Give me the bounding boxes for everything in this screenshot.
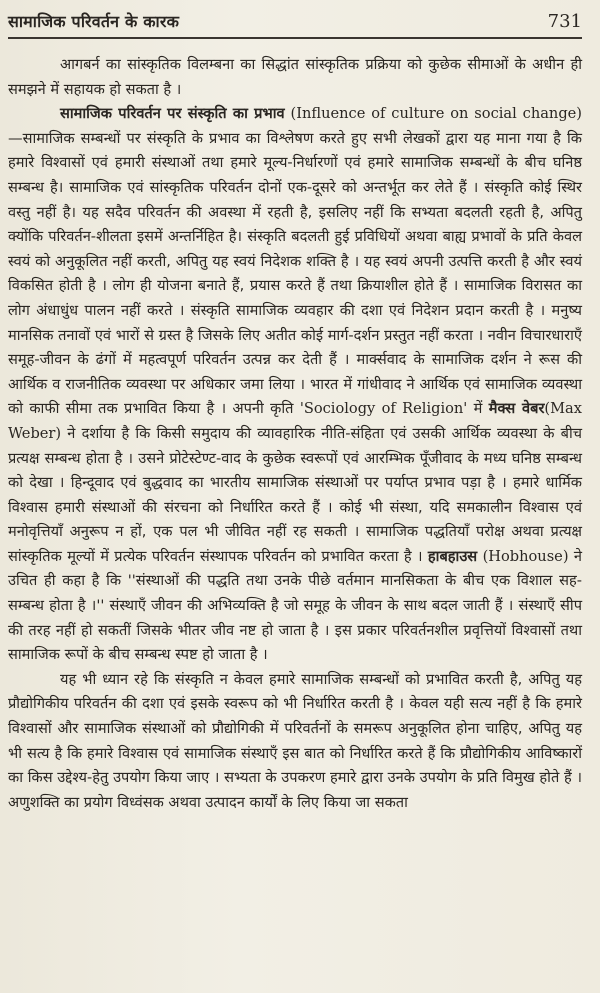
author-name-hindi: मैक्स वेबर bbox=[488, 400, 545, 418]
paragraph-2 bbox=[8, 102, 582, 668]
paragraph-2-text-1: —सामाजिक सम्बन्धों पर संस्कृति के प्रभाव का विश्लेषण करते हुए सभी लेखकों द्वारा यह माना गया है कि हमारे विश्वासों एवं हमारी संस्थाओं तथा हमारे मूल्य-निर्धारणों एवं हमारे सामाजिक सम्बन्धों के बीच घनिष्ठ सम्बन्ध है। सामाजिक एवं सांस्कृतिक परिवर्तन दोनों एक-दूसरे को अन्तर्भूत कर लेते हैं । संस्कृति कोई स्थिर वस्तु नहीं है। यह सदैव परिवर्तन की अवस्था में रहती है, इसलिए नहीं कि सभ्यता बदलती रहती है, अपितु क्योंकि परिवर्तन-शीलता इसमें अन्तर्निहित है। संस्कृति बदलती हुई प्रविधियों अथवा बाह्य प्रभावों के प्रति केवल स्वयं को अनुकूलित नहीं करती, अपितु यह स्वयं निदेशक शक्ति है । यह स्वयं अपनी उत्पत्ति करती है और स्वयं विकसित होती है । लोग ही योजना बनाते हैं, प्रयास करते हैं तथा क्रियाशील होते हैं । सामाजिक विरासत का लोग अंधाधुंध पालन नहीं करते । संस्कृति सामाजिक व्यवहार की दशा एवं निदेशन प्रदान करती है । मनुष्य मानसिक तनावों एवं भारों से ग्रस्त है जिसके लिए अतीत कोई मार्ग-दर्शन प्रस्तुत नहीं करता । नवीन विचारधाराएँ समूह-जीवन के ढंगों में महत्वपूर्ण परिवर्तन उत्पन्न कर देती हैं । मार्क्सवाद के सामाजिक दर्शन ने रूस की आर्थिक व राजनीतिक व्यवस्था पर अधिकार जमा लिया । भारत में गांधीवाद ने आर्थिक एवं सामाजिक व्यवस्था को काफी सीमा तक प्रभावित किया है । अपनी कृति bbox=[8, 129, 582, 418]
section-heading-english: (Influence of culture on social change) bbox=[290, 105, 582, 123]
paragraph-1: आगबर्न का सांस्कृतिक विलम्बना का सिद्धांत सांस्कृतिक प्रक्रिया को कुछेक सीमाओं के अधीन ही समझने में सहायक हो सकता है । bbox=[8, 56, 582, 98]
book-title: 'Sociology of Religion' bbox=[299, 400, 468, 418]
paragraph-2-text-2: में bbox=[467, 400, 489, 418]
page-number: 731 bbox=[547, 11, 582, 32]
page-body bbox=[8, 53, 582, 815]
hobhouse-hindi: हाबहाउस bbox=[427, 547, 478, 565]
section-heading: सामाजिक परिवर्तन पर संस्कृति का प्रभाव bbox=[60, 105, 285, 123]
paragraph-2-text-4: ने उचित ही कहा है कि ''संस्थाओं की पद्धति तथा उनके पीछे वर्तमान मानसिकता के बीच एक विशाल सह-सम्बन्ध होता है ।'' संस्थाएँ जीवन की अभिव्यक्ति है जो समूह के जीवन के साथ बदल जाती हैं । संस्थाएँ सीप की तरह नहीं हो सकतीं जिसके भीतर जीव नष्ट हो जाता है । इस प्रकार परिवर्तनशील प्रवृत्तियों विश्वासों तथा सामाजिक रूपों के बीच सम्बन्ध स्पष्ट हो जाता है । bbox=[8, 547, 582, 664]
hobhouse-english: (Hobhouse) bbox=[482, 547, 569, 565]
running-header bbox=[8, 10, 582, 39]
paragraph-2-text-3: ने दर्शाया है कि किसी समुदाय की व्यावहारिक नीति-संहिता एवं उसकी आर्थिक व्यवस्था के बीच प्रत्यक्ष सम्बन्ध होता है । उसने प्रोटेस्टेण्ट-वाद के कुछेक स्वरूपों एवं आरम्भिक पूँजीवाद के मध्य घनिष्ठ सम्बन्ध को देखा । हिन्दूवाद एवं बुद्धवाद का भारतीय सामाजिक संस्थाओं पर पर्याप्त प्रभाव पड़ा है । हमारे धार्मिक विश्वास हमारी संस्थाओं की संरचना को निर्धारित करते हैं । कोई भी संस्था, यदि समकालीन विश्वास एवं मनोवृत्तियाँ अनुरूप न हों, एक पल भी जीवित नहीं रह सकती । सामाजिक पद्धतियाँ परोक्ष अथवा प्रत्यक्ष सांस्कृतिक मूल्यों में प्रत्येक परिवर्तन संस्थापक परिवर्तन को प्रभावित करता है । bbox=[8, 424, 582, 565]
chapter-title: सामाजिक परिवर्तन के कारक bbox=[8, 12, 180, 31]
paragraph-3: यह भी ध्यान रहे कि संस्कृति न केवल हमारे सामाजिक सम्बन्धों को प्रभावित करती है, अपितु यह प्रौद्योगिकीय परिवर्तन की दशा एवं इसके स्वरूप को भी निर्धारित करती है । केवल यही सत्य नहीं है कि हमारे विश्वासों और सामाजिक संस्थाओं को प्रौद्योगिकी में परिवर्तनों के समरूप अनुकूलित होना चाहिए, अपितु यह भी सत्य है कि हमारे विश्वास एवं सामाजिक संस्थाएँ इस बात को निर्धारित करते हैं कि प्रौद्योगिकीय आविष्कारों का किस उद्देश्य-हेतु उपयोग किया जाए । सभ्यता के उपकरण हमारे द्वारा उनके उपयोग के प्रति विमुख होते हैं । अणुशक्ति का प्रयोग विध्वंसक अथवा उत्पादन कार्यों के लिए किया जा सकता bbox=[8, 670, 582, 811]
author-name-english: (Max Weber) bbox=[8, 400, 582, 442]
